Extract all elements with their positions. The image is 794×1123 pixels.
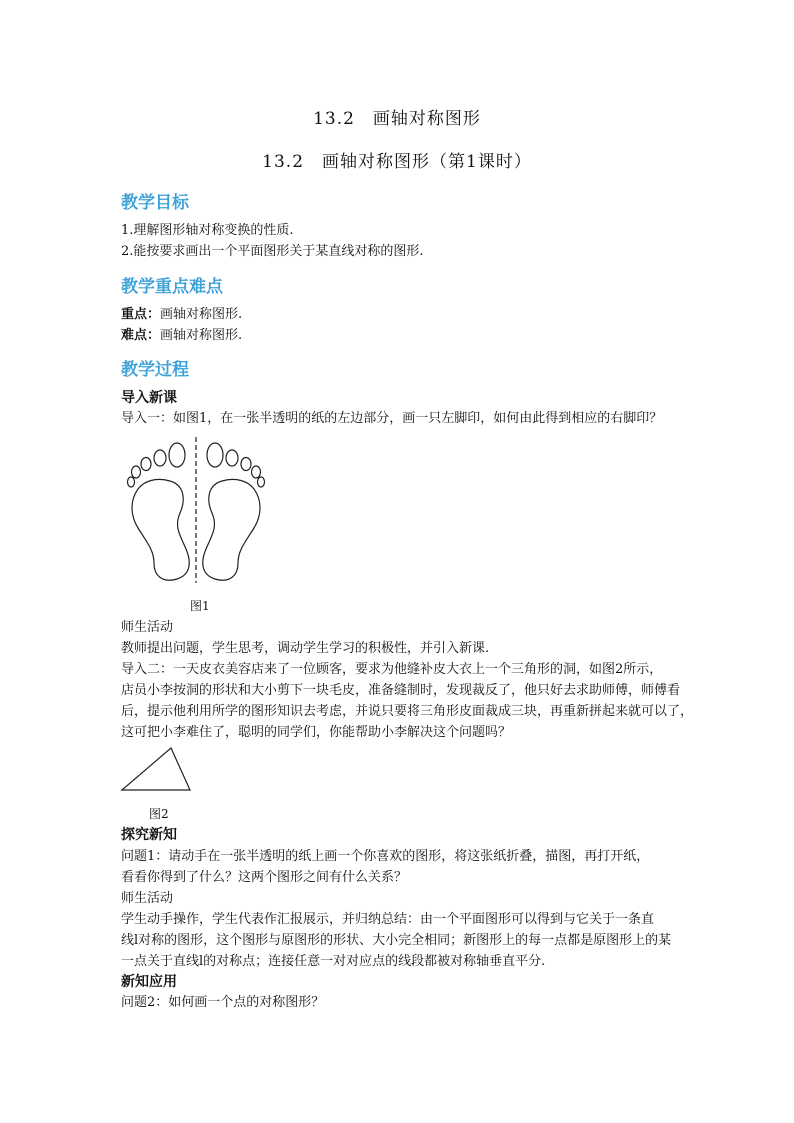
activity-label-2: 师生活动: [121, 891, 174, 906]
right-toe-2: [226, 450, 238, 466]
process-heading: 教学过程: [121, 360, 189, 380]
left-toe-3: [141, 458, 151, 471]
intro-two-line-3: 后，提示他利用所学的图形知识去考虑，并说只要将三角形皮面裁成三块，再重新拼起来就可以了，: [121, 704, 694, 719]
right-sole: [203, 479, 260, 580]
intro-two-line-1: 导入二：一天皮衣美容店来了一位顾客，要求为他缝补皮大衣上一个三角形的洞，如图2所示，: [121, 662, 663, 677]
apply-heading: 新知应用: [121, 974, 177, 990]
right-toe-5: [258, 477, 265, 487]
right-toe-4: [252, 466, 261, 478]
keypoints-heading: 教学重点难点: [121, 277, 223, 297]
left-big-toe: [169, 443, 185, 467]
right-big-toe: [207, 443, 223, 467]
question-2-text: 问题2：如何画一个点的对称图形？: [121, 995, 325, 1010]
summary-line-2: 线l对称的图形，这个图形与原图形的形状、大小完全相同；新图形上的每一点都是原图形上的某: [121, 933, 672, 948]
left-sole: [132, 479, 189, 580]
difficult-point-line: [121, 325, 242, 346]
activity-label-1: 师生活动: [121, 620, 174, 635]
summary-line-1: 学生动手操作，学生代表作汇报展示，并归纳总结：由一个平面图形可以得到与它关于一条直: [121, 912, 655, 927]
left-toe-5: [128, 477, 135, 487]
key-point-text: 画轴对称图形.: [160, 307, 243, 322]
difficult-point-label: 难点：: [121, 328, 161, 343]
teacher-activity-text: 教师提出问题，学生思考，调动学生学习的积极性，并引入新课.: [121, 641, 490, 656]
left-toe-4: [132, 466, 141, 478]
right-toe-3: [241, 458, 251, 471]
left-toe-2: [154, 450, 166, 466]
difficult-point-text: 画轴对称图形.: [160, 328, 243, 343]
key-point-line: [121, 304, 242, 325]
intro-heading: 导入新课: [121, 390, 177, 406]
objectives-heading: 教学目标: [121, 193, 189, 213]
summary-line-3: 一点关于直线l的对称点；连接任意一对对应点的线段都被对称轴垂直平分.: [121, 954, 546, 969]
explore-heading: 探究新知: [121, 827, 177, 843]
question-1-line-2: 看看你得到了什么？这两个图形之间有什么关系？: [121, 870, 408, 885]
key-point-label: 重点：: [121, 307, 161, 322]
figure-1-caption: 图1: [190, 599, 210, 613]
intro-two-line-2: 店员小李按洞的形状和大小剪下一块毛皮，准备缝制时，发现裁反了，他只好去求助师傅，师傅看: [121, 683, 681, 698]
document-title: 13.2 画轴对称图形: [313, 109, 481, 129]
objective-item-1: 1.理解图形轴对称变换的性质.: [121, 223, 294, 238]
intro-two-line-4: 这可把小李难住了，聪明的同学们，你能帮助小李解决这个问题吗？: [121, 725, 512, 740]
lesson-subtitle: 13.2 画轴对称图形（第1课时）: [262, 152, 532, 172]
question-1-line-1: 问题1：请动手在一张半透明的纸上画一个你喜欢的图形，将这张纸折叠，描图，再打开纸，: [121, 849, 650, 864]
objective-item-2: 2.能按要求画出一个平面图形关于某直线对称的图形.: [121, 244, 424, 259]
triangle-shape: [122, 748, 190, 790]
figure-2-caption: 图2: [149, 807, 169, 821]
intro-one-text: 导入一：如图1，在一张半透明的纸的左边部分，画一只左脚印，如何由此得到相应的右脚印？: [121, 411, 663, 426]
footprints-figure: [122, 435, 278, 585]
triangle-figure: [120, 745, 194, 793]
